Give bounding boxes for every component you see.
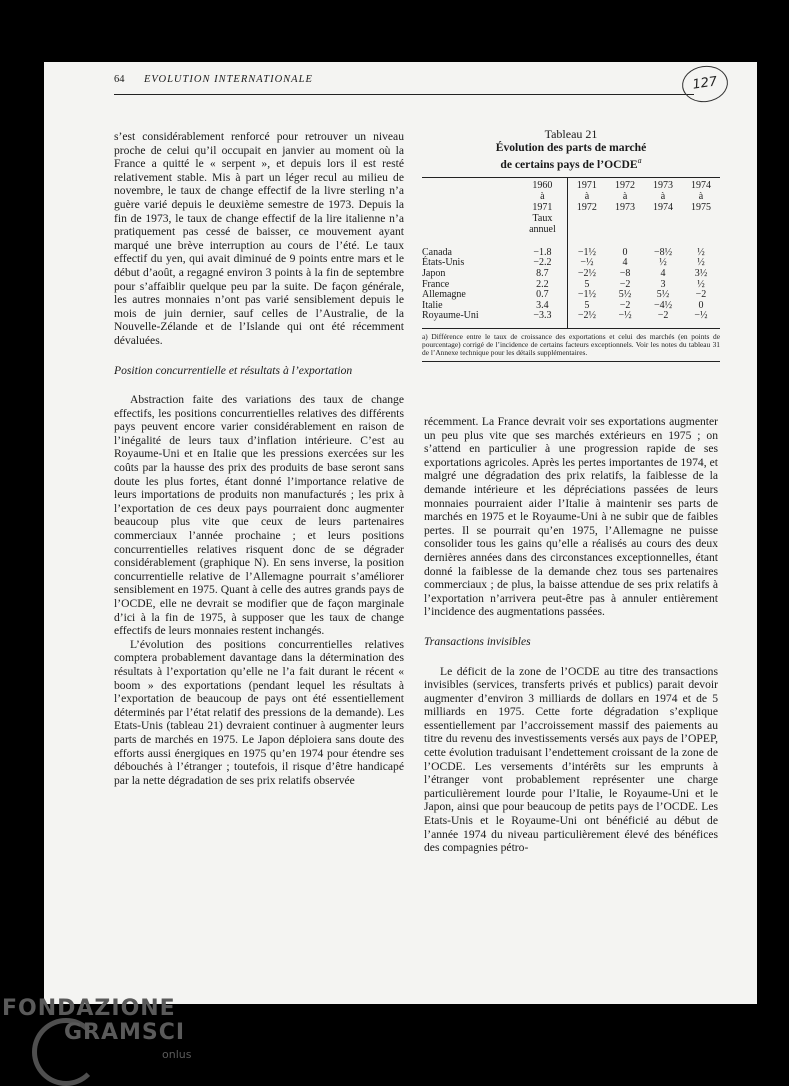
paragraph: Le déficit de la zone de l’OCDE au titre des transactions invisibles (services, transferts privés et publics) parait devoir augmenter d’environ 3 milliards de dollars en 1974 et de 5 milliards en 1975. Cette forte dégradation s’explique essentiellement par l’accroissement massif des paiements au titre du revenu des investissements versés aux pays de l’OPEP, cette évolution traduisant l’endettement croissant de la zone de l’OCDE. Les versements d’intérêts sur les emprunts à l’étranger vont probablement représenter une charge particulièrement lourde pour l’Italie, le Royaume-Uni et le Japon, ainsi que pour beaucoup de petits pays de l’OCDE. Les Etats-Unis et le Royaume-Uni ont bénéficié au début de l’année 1974 du niveau particulièrement élevé des bénéfices des compagnies pétro- xyxy=(424,664,718,855)
paragraph: récemment. La France devrait voir ses exportations augmenter un peu plus vite que ses marchés extérieurs en 1975 ; on s’attend en particulier à une progression rapide de ses exportations agricoles. Après les pertes importantes de 1974, et malgré une dégradation des prix relatifs, la faiblesse de la demande intérieure et les dépréciations passées de leurs monnaies pourraient aider l’Italie à maintenir ses parts de marchés en 1975 et le Royaume-Uni à ne subir que de faibles pertes. Il se pourrait qu’en 1975, l’Allemagne ne puisse consolider tous les gains qu’elle a réalisés au cours des deux dernières années dans des circonstances exceptionnelles, étant donné la faiblesse de la demande chez tous ses partenaires commerciaux ; de plus, la baisse attendue de ses prix relatifs à l’exportation n’arrivera peut-être pas à annuler entièrement l’incidence des augmentations passées. xyxy=(424,415,718,619)
document-page xyxy=(44,62,757,1004)
paragraph: s’est considérablement renforcé pour retrouver un niveau proche de celui qu’il occupait en janvier au moment où la France a quitté le « serpent », et depuis lors il est resté relativement stable. Mis à part un léger recul au milieu de novembre, le taux de change effectif de la livre sterling n’a guère varié depuis le deuxième semestre de 1973. Depuis la fin de 1973, le taux de change effectif de la lire italienne n’a pratiquement pas cessé de baisser, ce mouvement ayant marqué une brève interruption au cours de l’été. Le taux effectif du yen, qui avait diminué de 9 points entre mars et le début d’août, a regagné environ 3 points à la fin de septembre pour s’affaiblir quelque peu par la suite. De façon générale, les autres monnaies n’ont pas varié sensiblement depuis le mois de juin dernier, sauf celles de l’Australie, de la Nouvelle-Zélande et de l’Islande qui ont été récemment dévaluées. xyxy=(114,130,404,347)
right-column xyxy=(424,415,718,855)
table-row: Canada −1.8 −1½ 0 −8½ ½ xyxy=(422,238,720,259)
column-header: 1972 à 1973 xyxy=(615,179,636,213)
logo-line3: onlus xyxy=(162,1048,192,1061)
column-header: 1960 à 1971 Taux annuel xyxy=(529,179,556,235)
page-number: 64 xyxy=(114,74,125,85)
table-row: France 2.2 5 −2 3 ½ xyxy=(422,278,705,290)
left-column xyxy=(114,130,404,787)
footnote-mark: a xyxy=(637,156,642,165)
table-row: Italie 3.4 5 −2 −4½ 0 xyxy=(422,299,704,311)
logo-line2: GRAMSCI xyxy=(64,1020,186,1045)
paragraph: Abstraction faite des variations des taux de change effectifs, les positions concurrentielles relatives des différents pays peuvent encore varier considérablement en raison de l’inégalité de leurs taux d’inflation intérieure. C’est au Royaume-Uni et en Italie que les pressions exercées sur les coûts par la hausse des prix des produits de base seront sans doute les plus fortes, étant donné l’importance relative de leurs importations de produits non manufacturés ; les prix à l’exportation de ces deux pays pourraient donc augmenter beaucoup plus vite que ceux de leurs partenaires commerciaux l’année prochaine ; et leurs positions concurrentielles relatives risquent donc de se dégrader considérablement (graphique N). En sens inverse, la position concurrentielle relative de l’Allemagne pourrait s’améliorer sensiblement en 1975. Quant à celle des autres grands pays de l’OCDE, elle ne devrait se modifier que de façon marginale d’ici à la fin de 1975, à supposer que les taux de change effectifs de leurs monnaies restent inchangés. xyxy=(114,393,404,638)
table-row: Japon 8.7 −2½ −8 4 3½ xyxy=(422,268,708,280)
table-title-line1: Évolution des parts de marché xyxy=(495,141,647,154)
section-heading: Transactions invisibles xyxy=(424,634,531,648)
section-heading: Position concurrentielle et résultats à l’exportation xyxy=(114,363,353,377)
column-header: 1971 à 1972 xyxy=(567,177,606,238)
archive-stamp: 127 xyxy=(680,63,731,105)
running-title: EVOLUTION INTERNATIONALE xyxy=(144,74,313,85)
column-header: 1974 à 1975 xyxy=(691,179,711,213)
data-table xyxy=(422,177,720,329)
table-row: Royaume-Uni −3.3 −2½ −½ −2 −½ xyxy=(422,311,720,328)
table-footnote: a) Différence entre le taux de croissance des exportations et celui des marchés (en points de pourcentage) corrigé de l’incidence de certains facteurs exceptionnels. Voir les notes du tableau 31 de l’Annexe technique pour les détails supplémentaires. xyxy=(422,333,720,362)
paragraph: L’évolution des positions concurrentielles relatives comptera probablement davantage dans la détermination des résultats à l’exportation qu’elle ne l’a fait durant le récent « boom » des exportations (pendant lequel les résultats à l’exportation de beaucoup de pays ont été essentiellement déterminés par l’état relatif des pressions de la demande). Les Etats-Unis (tableau 21) devraient continuer à augmenter leurs parts de marchés en 1975. Le Japon déploiera sans doute des efforts aussi énergiques en 1975 qu’en 1974 pour étendre ses débouchés à l’étranger ; toutefois, il risque d’être handicapé par la nette dégradation de ses prix relatifs observée xyxy=(114,637,404,787)
table-title-line2: de certains pays de l’OCDE xyxy=(500,157,638,171)
logo-line1: FONDAZIONE xyxy=(2,996,176,1021)
table-title xyxy=(422,141,720,171)
table-21 xyxy=(422,128,720,362)
table-number: Tableau 21 xyxy=(544,127,598,141)
column-header: 1973 à 1974 xyxy=(653,179,674,213)
table-row: États-Unis −2.2 −½ 4 ½ ½ xyxy=(422,257,705,269)
running-header xyxy=(114,72,694,95)
table-row: Allemagne 0.7 −1½ 5½ 5½ −2 xyxy=(422,289,707,301)
